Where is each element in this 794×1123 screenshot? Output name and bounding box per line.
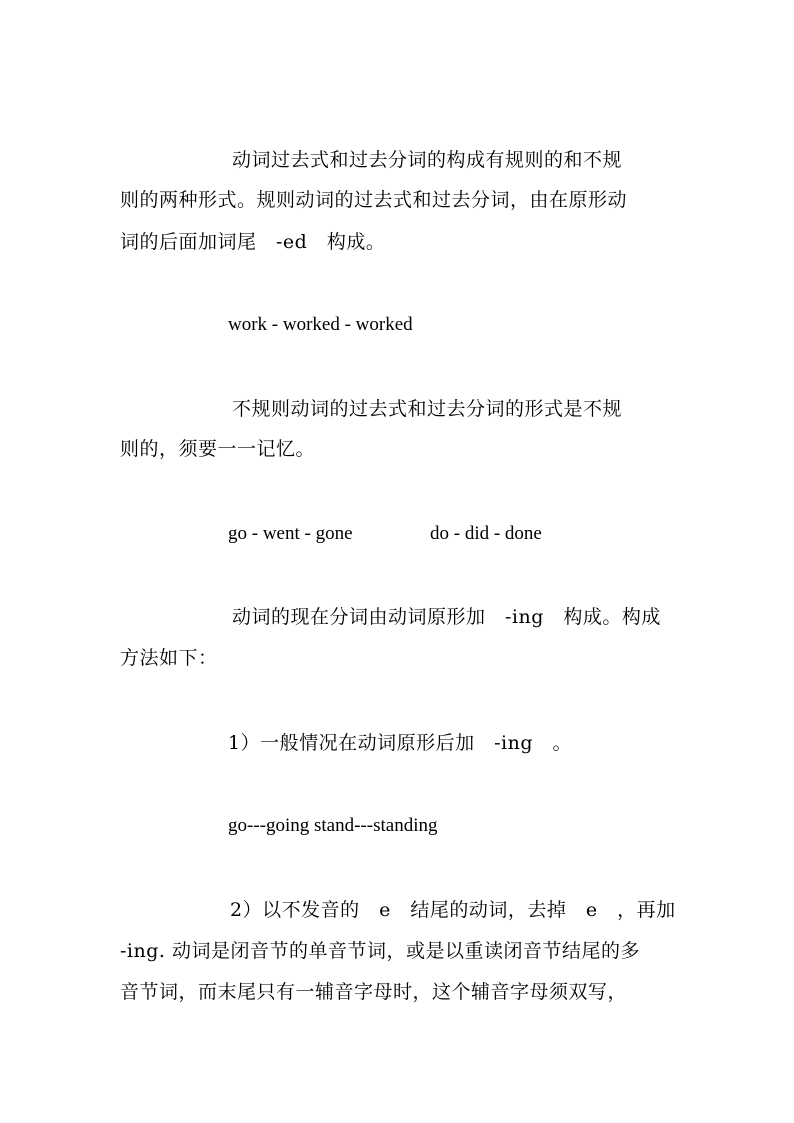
rule-2-line-1: 2）以不发音的 e 结尾的动词，去掉 e ，再加 <box>230 899 676 921</box>
paragraph-3-line-2: 方法如下： <box>120 647 218 669</box>
paragraph-1-line-2: 则的两种形式。规则动词的过去式和过去分词，由在原形动 <box>120 189 628 211</box>
paragraph-1-line-1: 动词过去式和过去分词的构成有规则的和不规 <box>232 149 623 171</box>
example-irregular-go: go - went - gone <box>228 523 353 544</box>
paragraph-3-line-1: 动词的现在分词由动词原形加 -ing 构成。构成 <box>232 606 661 628</box>
paragraph-2-line-2: 则的，须要一一记忆。 <box>120 438 316 460</box>
example-irregular-do: do - did - done <box>430 523 542 544</box>
rule-2-line-2: -ing. 动词是闭音节的单音节词，或是以重读闭音节结尾的多 <box>120 940 640 962</box>
paragraph-2-line-1: 不规则动词的过去式和过去分词的形式是不规 <box>232 398 623 420</box>
paragraph-1-line-3: 词的后面加词尾 -ed 构成。 <box>120 231 386 253</box>
rule-2-line-3: 音节词，而末尾只有一辅音字母时，这个辅音字母须双写， <box>120 981 628 1003</box>
example-ing-forms: go---going stand---standing <box>228 815 438 836</box>
rule-1: 1）一般情况在动词原形后加 -ing 。 <box>228 732 572 754</box>
example-regular-verb: work - worked - worked <box>228 314 413 335</box>
